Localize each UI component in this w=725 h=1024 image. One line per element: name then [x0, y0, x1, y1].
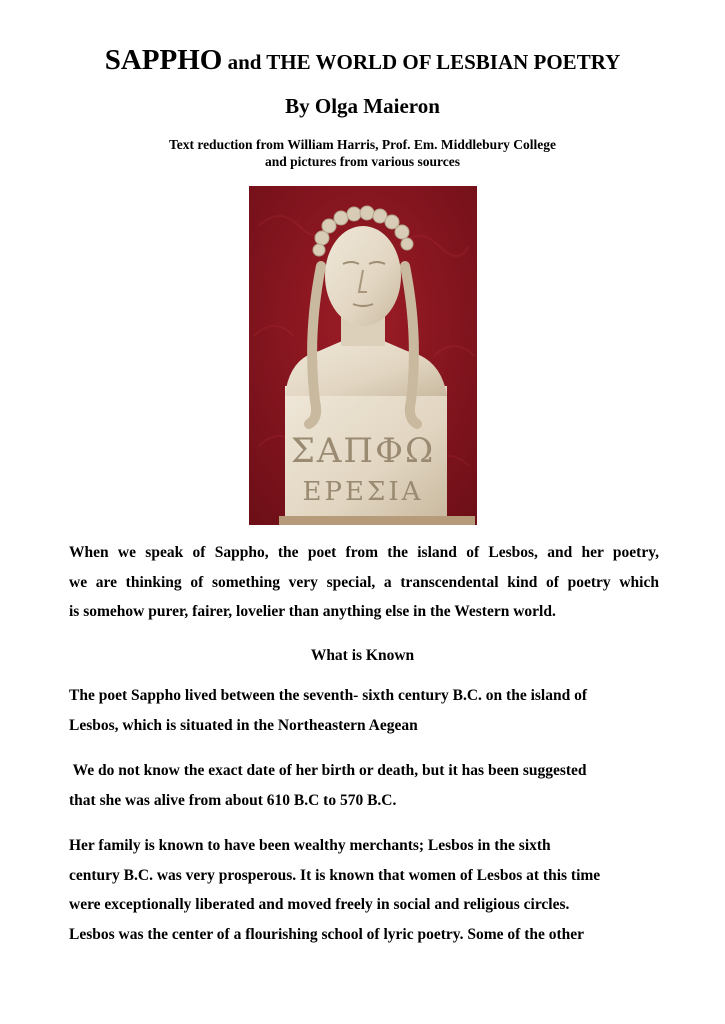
paragraph-family	[69, 831, 659, 949]
paragraph-line: When we speak of Sappho, the poet from the island of Lesbos, and her poetry,	[69, 544, 659, 561]
paragraph-line: The poet Sappho lived between the seventh- sixth century B.C. on the island of	[69, 687, 587, 704]
paragraph-line: that she was alive from about 610 B.C to 570 B.C.	[69, 791, 397, 809]
paragraph-line: Lesbos was the center of a flourishing school of lyric poetry. Some of the other	[69, 925, 585, 943]
paragraph-line: We do not know the exact date of her birth or death, but it has been suggested	[69, 762, 587, 779]
paragraph-line: century B.C. was very prosperous. It is known that women of Lesbos at this time	[69, 866, 601, 884]
paragraph-intro	[69, 538, 659, 627]
paragraph-line: we are thinking of something very special, a transcendental kind of poetry which	[69, 573, 659, 591]
paragraph-birth	[69, 756, 659, 815]
title-main: SAPPHO	[104, 44, 223, 76]
title-rest: and THE WORLD OF LESBIAN POETRY	[222, 50, 621, 74]
paragraph-dates	[69, 681, 659, 740]
section-heading: What is Known	[310, 647, 415, 664]
sappho-bust-photo	[249, 186, 477, 525]
credits	[0, 136, 725, 170]
bust-illustration	[249, 186, 477, 525]
bust-face	[325, 226, 401, 326]
credits-line: and pictures from various sources	[264, 154, 460, 169]
author-line: By Olga Maieron	[285, 94, 440, 118]
paragraph-line: Lesbos, which is situated in the Northeastern Aegean	[69, 716, 418, 734]
paragraph-line: were exceptionally liberated and moved freely in social and religious circles.	[69, 896, 570, 913]
document-title	[0, 44, 725, 77]
credits-line: Text reduction from William Harris, Prof. Em. Middlebury College	[168, 137, 557, 152]
inscription-line2: ΕΡΕΣΙΑ	[302, 477, 424, 507]
inscription-line1: ΣΑΠΦΩ	[290, 431, 436, 471]
paragraph-line: is somehow purer, fairer, lovelier than anything else in the Western world.	[69, 603, 556, 620]
paragraph-line: Her family is known to have been wealthy merchants; Lesbos in the sixth	[69, 837, 551, 854]
